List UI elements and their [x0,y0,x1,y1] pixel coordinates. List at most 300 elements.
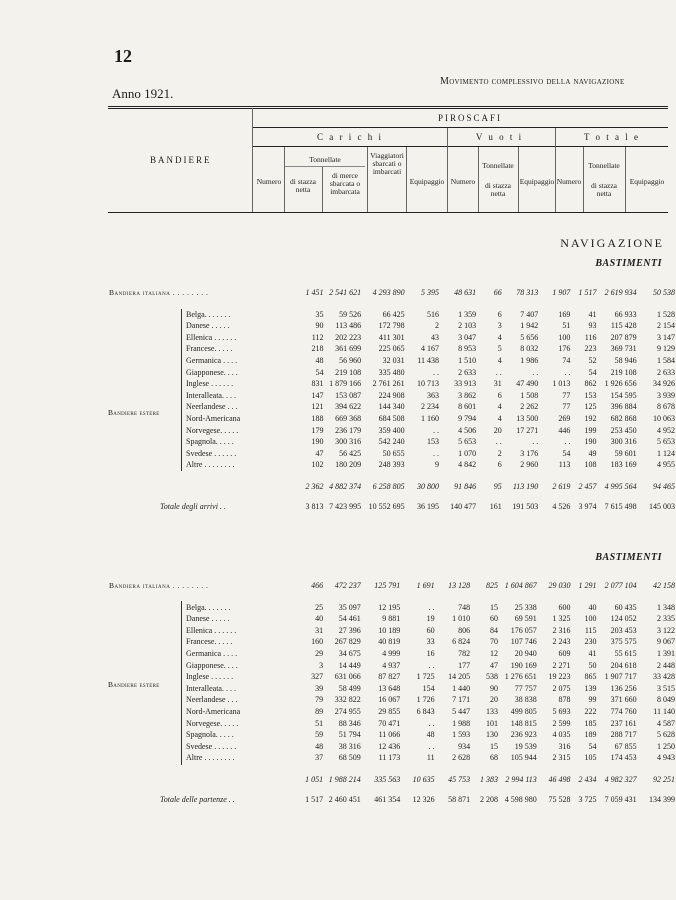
top-rule [108,106,668,107]
table-cell: 1 051 [305,774,324,784]
table-cell: 49 [588,448,597,458]
table-cell: 43 [430,332,439,342]
table-cell: 327 [311,672,324,682]
vuoti-heading: V u o t i [475,132,524,142]
table-cell: 1 988 [452,718,471,728]
table-cell: 748 [458,602,471,612]
table-cell: 148 815 [510,718,537,728]
table-cell: 84 [489,625,498,635]
table-cell: 11 140 [653,706,675,716]
table-cell: 199 [584,425,597,435]
row-label: Svedese . . . . . . [186,741,237,751]
table-row [108,448,676,460]
table-cell: 1 907 [552,288,571,297]
table-cell: 3 725 [578,794,597,804]
table-cell: 17 271 [516,425,539,435]
row-label [108,774,296,786]
table-cell: 361 699 [335,344,362,354]
table-cell: 224 908 [378,390,405,400]
table-row [108,694,676,706]
table-cell: 3 147 [657,332,675,342]
table-cell: 51 [562,321,571,331]
table-cell: 1 988 214 [328,774,361,784]
table-cell: 77 [562,390,571,400]
col-divider [322,167,323,212]
table-cell: 2 103 [458,321,477,331]
table-cell: 2 [497,448,502,458]
table-cell: 1 160 [420,413,439,423]
spacer-cell [108,592,676,602]
table-cell: 222 [584,706,597,716]
table-row [108,671,676,683]
table-cell: 1 124 [657,448,675,458]
row-label: Francese. . . . . [186,637,233,647]
table-cell: 248 393 [378,460,405,470]
table-cell: 36 195 [416,501,439,511]
table-cell: 100 [584,614,597,624]
table-cell: 4 [497,413,502,423]
table-row [108,309,676,321]
table-cell: 54 [588,741,597,751]
table-cell: 2 077 104 [604,581,637,590]
table-cell: 30 800 [416,481,439,491]
spacer-cell [108,764,676,774]
table-cell: 79 [315,695,324,705]
table-cell: 3 [319,660,324,670]
table-cell: 105 [584,753,597,763]
row-label: Totale degli arrivi . . [160,501,226,511]
table-cell: 38 316 [338,741,361,751]
row-label: Neerlandese . . . [186,695,238,705]
bastimenti-partenze-heading: BASTIMENTI [595,552,662,563]
table-cell: 40 [315,614,324,624]
row-label: Interalleata. . . . [186,683,236,693]
table-cell: 12 [489,648,498,658]
table-cell: 2 619 934 [604,288,637,297]
table-cell: 1 440 [452,683,471,693]
table-cell: 47 490 [516,379,539,389]
table-cell: 14 205 [448,672,471,682]
row-label: Norvegese. . . . . [186,425,239,435]
row-label: Ellenica . . . . . . [186,332,237,342]
row-label: Bandiera italiana . . . . . . . . [109,581,209,590]
table-cell: 94 465 [653,481,675,491]
row-label: Altre . . . . . . . . [186,753,235,763]
table-cell: 5 [497,344,502,354]
table-cell: 1 010 [452,614,471,624]
table-cell: 9 067 [657,637,675,647]
merce-carichi: di merce sbarcata o imbarcata [329,171,361,196]
table-cell: 5 653 [657,437,675,447]
table-cell: 54 [562,448,571,458]
table-cell: 6 [497,309,502,319]
table-cell: 74 [562,355,571,365]
table-cell: 371 660 [610,695,637,705]
table-cell: 6 843 [416,706,435,716]
table-cell: 29 030 [548,581,571,590]
table-cell: 69 591 [514,614,537,624]
table-cell: 29 855 [378,706,401,716]
col-divider [252,108,253,212]
col-divider [478,147,479,212]
row-label: Giapponese. . . . [186,660,238,670]
table-row [108,636,676,648]
table-cell: 38 838 [514,695,537,705]
table-cell: 4 [497,402,502,412]
table-cell: 113 190 [512,481,539,491]
table-cell: 806 [458,625,471,635]
row-label: Danese . . . . . [186,614,230,624]
table-cell: 1 725 [416,672,435,682]
table-cell: 60 [426,625,435,635]
table-cell: . . [564,367,571,377]
viaggiatori-carichi: Viaggiatori sbarcati o imbarcati [370,151,404,176]
table-cell: 188 [311,413,324,423]
subtotal-row [108,481,676,493]
table-cell: 225 065 [378,344,405,354]
table-cell: 4 995 564 [604,481,637,491]
table-cell: 113 486 [335,321,362,331]
table-cell: 203 453 [610,625,637,635]
table-cell: 33 913 [454,379,477,389]
table-cell: 48 [426,730,435,740]
table-cell: 236 923 [510,730,537,740]
table-cell: 2 315 [552,753,571,763]
table-cell: 5 653 [458,437,477,447]
table-cell: 92 251 [653,774,675,784]
table-cell: 20 [489,695,498,705]
table-cell: 6 [497,460,502,470]
table-cell: 190 169 [510,660,537,670]
header-bottom-rule [108,212,668,213]
table-cell: 1 291 [578,581,597,590]
table-cell: 332 822 [334,695,361,705]
piroscafi-heading: PIROSCAFI [437,113,502,123]
stazza-totale: di stazza netta [590,181,618,198]
table-row [108,390,676,402]
stazza-carichi: di stazza netta [289,177,317,194]
table-cell: . . [532,437,539,447]
table-cell: 35 097 [338,602,361,612]
table-cell: 2 316 [552,625,571,635]
table-cell: 147 [311,390,324,400]
table-cell: . . [495,367,502,377]
table-cell: 8 953 [458,344,477,354]
table-cell: 204 618 [610,660,637,670]
table-cell: 1 517 [578,288,597,297]
table-cell: 2 628 [452,753,471,763]
table-cell: 538 [485,672,498,682]
table-cell: 3 974 [578,501,597,511]
table-cell: 60 435 [614,602,637,612]
table-cell: 33 [426,637,435,647]
col-divider [406,147,407,212]
table-cell: 77 [562,402,571,412]
table-cell: 153 [426,437,439,447]
table-cell: 4 952 [657,425,675,435]
row-label: Inglese . . . . . . [186,379,234,389]
table-cell: 516 [426,309,439,319]
row-label: Belga. . . . . . . [186,602,231,612]
table-cell: 1 593 [452,730,471,740]
table-cell: 472 237 [334,581,361,590]
table-cell: 1 510 [458,355,477,365]
table-cell: 3 [497,321,502,331]
table-cell: 34 675 [338,648,361,658]
table-cell: 684 508 [378,413,405,423]
table-cell: 1 926 656 [604,379,637,389]
col-divider [518,147,519,212]
table-cell: 121 [311,402,324,412]
arrivi-table [108,287,676,512]
table-cell: 60 [489,614,498,624]
bandiere-estere-label-partenze: Bandiere estere [108,680,160,689]
table-row [108,459,676,471]
table-cell: 2 234 [420,402,439,412]
table-cell: 154 595 [610,390,637,400]
col-divider [367,147,368,212]
table-cell: 160 [311,637,324,647]
table-cell: 68 509 [338,753,361,763]
table-cell: 66 425 [382,309,405,319]
table-cell: 14 449 [338,660,361,670]
table-cell: 1 325 [552,614,571,624]
table-cell: 7 171 [452,695,471,705]
table-cell: 50 [588,660,597,670]
table-cell: 2 335 [657,614,675,624]
numero-totale: Numero [556,177,582,186]
table-cell: 4 982 327 [604,774,637,784]
equipaggio-carichi: Equipaggio [409,177,445,186]
row-label: Giapponese. . . . [186,367,238,377]
table-cell: 55 615 [614,648,637,658]
table-cell: 1 879 166 [329,379,362,389]
table-row [108,729,676,741]
row-label: Danese . . . . . [186,321,230,331]
table-cell: 5 447 [452,706,471,716]
table-row [108,602,676,614]
table-row [108,367,676,379]
table-row [108,425,676,437]
table-cell: 782 [458,648,471,658]
table-cell: 13 128 [448,581,471,590]
table-cell: 25 338 [514,602,537,612]
table-cell: 174 453 [610,753,637,763]
row-label: Ellenica . . . . . . [186,625,237,635]
table-cell: 1 391 [657,648,675,658]
table-cell: 161 [489,501,502,511]
table-cell: 140 477 [450,501,477,511]
table-cell: 4 035 [552,730,571,740]
table-cell: 316 [558,741,571,751]
table-cell: 39 [315,683,324,693]
table-cell: 87 827 [378,672,401,682]
table-cell: 20 [493,425,502,435]
table-cell: 31 [315,625,324,635]
table-cell: 145 003 [649,501,675,511]
spacer-row [108,493,676,501]
table-cell: 1 907 717 [604,672,637,682]
table-cell: 41 [588,648,597,658]
table-cell: 1 276 651 [504,672,537,682]
table-cell: 102 [311,460,324,470]
table-cell: 1 942 [520,321,539,331]
table-row [108,613,676,625]
col-divider [583,147,584,212]
total-row [108,501,676,513]
table-cell: 12 326 [412,794,435,804]
table-cell: 466 [311,581,324,590]
table-cell: 48 [315,741,324,751]
table-cell: 2 243 [552,637,571,647]
table-cell: 2 457 [578,481,597,491]
table-cell: 499 805 [510,706,537,716]
row-label: Francese. . . . . [186,344,233,354]
table-cell: 3 047 [458,332,477,342]
spacer-row [108,299,676,309]
table-cell: 1 517 [305,794,324,804]
table-cell: 446 [558,425,571,435]
table-cell: 11 438 [417,355,439,365]
table-cell: 47 [489,660,498,670]
table-cell: 396 884 [610,402,637,412]
table-cell: 11 [426,753,435,763]
table-cell: . . [532,367,539,377]
table-cell: 10 189 [378,625,401,635]
table-cell: 461 354 [374,794,401,804]
table-row [108,401,676,413]
table-row [108,660,676,672]
total-row [108,794,676,806]
table-cell: 154 [422,683,435,693]
table-cell: 153 087 [335,390,362,400]
table-cell: 70 [489,637,498,647]
table-cell: 878 [558,695,571,705]
tonnellate-rule [285,166,365,167]
table-cell: . . [432,448,439,458]
table-cell: 3 176 [520,448,539,458]
table-cell: 2 599 [552,718,571,728]
table-cell: 107 746 [510,637,537,647]
table-cell: 42 158 [653,581,675,590]
table-cell: 2 633 [458,367,477,377]
table-cell: 10 635 [412,774,435,784]
table-cell: 4 937 [382,660,401,670]
table-cell: 12 195 [378,602,401,612]
table-cell: 153 [584,390,597,400]
table-cell: 6 [497,390,502,400]
table-cell: 4 526 [552,501,571,511]
table-cell: 542 240 [378,437,405,447]
table-cell: 54 [315,367,324,377]
table-cell: 9 [434,460,439,470]
table-cell: 4 587 [657,718,675,728]
table-cell: 108 [584,460,597,470]
table-cell: 4 506 [458,425,477,435]
table-cell: 600 [558,602,571,612]
table-cell: 177 [458,660,471,670]
table-cell: 66 [493,288,502,297]
table-cell: 46 498 [548,774,571,784]
table-cell: 144 340 [378,402,405,412]
table-cell: 363 [426,390,439,400]
row-label: Altre . . . . . . . . [186,460,235,470]
table-cell: 133 [485,706,498,716]
table-cell: 27 396 [338,625,361,635]
table-cell: 335 563 [374,774,401,784]
table-cell: 105 944 [510,753,537,763]
table-cell: 5 395 [420,288,439,297]
table-cell: . . [432,367,439,377]
table-cell: 51 [315,718,324,728]
table-cell: 375 575 [610,637,637,647]
row-label: Neerlandese . . . [186,402,238,412]
table-cell: 609 [558,648,571,658]
row-label: Spagnola. . . . . [186,730,234,740]
table-cell: . . [428,741,435,751]
table-cell: 52 [588,355,597,365]
table-cell: 4 [497,355,502,365]
table-cell: 7 407 [520,309,539,319]
spacer-cell [108,786,676,794]
table-cell: 13 648 [378,683,401,693]
row-label: Germanica . . . . [186,648,238,658]
table-cell: 58 499 [338,683,361,693]
table-cell: 19 223 [548,672,571,682]
table-cell: 4 167 [420,344,439,354]
table-cell: 4 955 [657,460,675,470]
spacer-row [108,592,676,602]
table-cell: 274 955 [334,706,361,716]
table-cell: 394 622 [335,402,362,412]
tonnellate-totale: Tonnellate [588,161,620,170]
table-cell: 75 528 [548,794,571,804]
table-row [108,683,676,695]
table-cell: 130 [485,730,498,740]
table-cell: 9 129 [657,344,675,354]
table-cell: 369 731 [610,344,637,354]
table-cell: . . [432,425,439,435]
table-cell: 2 208 [479,794,498,804]
row-label: Inglese . . . . . . [186,672,234,682]
table-cell: 70 471 [378,718,401,728]
table-cell: 4 293 890 [372,288,405,297]
table-row [108,332,676,344]
table-cell: 2 362 [305,481,324,491]
table-row [108,752,676,764]
carichi-heading: C a r i c h i [317,132,383,142]
table-cell: 90 [315,321,324,331]
table-cell: 169 [558,309,571,319]
table-cell: 91 846 [454,481,477,491]
table-cell: 59 601 [614,448,637,458]
row-label: Germanica . . . . [186,355,238,365]
table-cell: 865 [584,672,597,682]
row-label: Interalleata. . . . [186,390,236,400]
table-cell: 48 631 [454,288,477,297]
table-cell: 4 [497,332,502,342]
table-cell: . . [428,602,435,612]
table-cell: 4 943 [657,753,675,763]
table-cell: 2 [434,321,439,331]
table-cell: 4 999 [382,648,401,658]
table-cell: 112 [311,332,324,342]
row-label [108,481,296,493]
table-cell: 6 258 805 [372,481,405,491]
table-cell: . . [428,660,435,670]
table-cell: 7 059 431 [604,794,637,804]
table-cell: 3 862 [458,390,477,400]
